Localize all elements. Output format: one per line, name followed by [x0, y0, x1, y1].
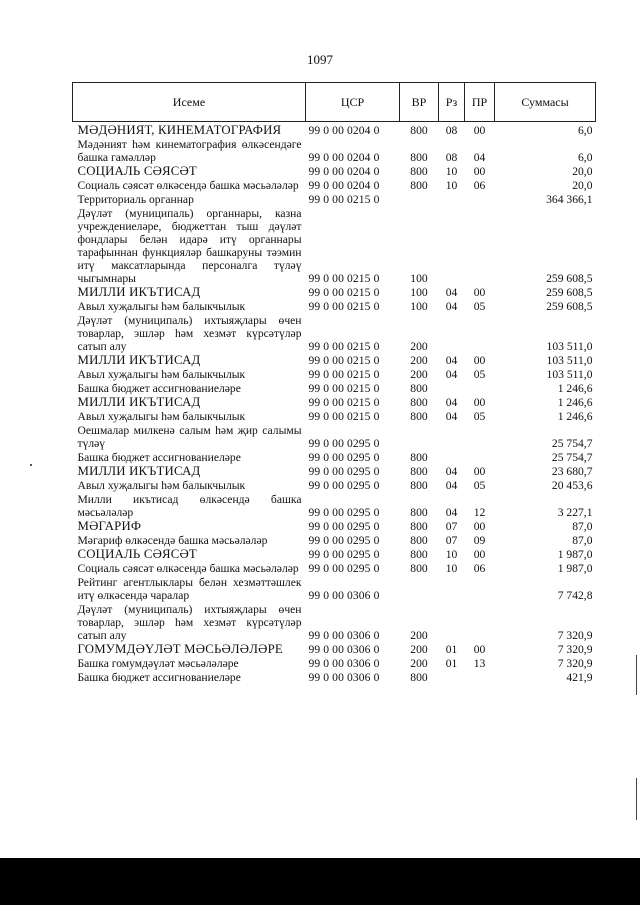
row-vr: 800: [410, 382, 428, 395]
row-amount: 7 742,8: [557, 589, 593, 602]
row-rz: [439, 450, 465, 464]
row-amount: 1 246,6: [557, 396, 593, 409]
header-vr: ВР: [400, 83, 439, 122]
row-csr: 99 0 00 0215 0: [308, 340, 380, 353]
row-csr: 99 0 00 0215 0: [308, 286, 380, 299]
row-csr: 99 0 00 0295 0: [308, 437, 380, 450]
row-pr: 00: [473, 643, 486, 656]
row-pr: 00: [473, 548, 486, 561]
row-rz: 04: [445, 479, 458, 492]
row-pr: 04: [473, 151, 486, 164]
page-number: 1097: [307, 52, 333, 67]
row-rz: 10: [445, 562, 458, 575]
row-pr: [465, 423, 495, 450]
row-vr: 200: [410, 354, 428, 367]
row-pr: 00: [473, 520, 486, 533]
table-row: [73, 547, 596, 561]
row-pr: 09: [473, 534, 486, 547]
row-vr: 200: [410, 368, 428, 381]
table-row: [73, 478, 596, 492]
row-csr: 99 0 00 0295 0: [308, 451, 380, 464]
row-vr: 800: [410, 520, 428, 533]
row-amount: 364 366,1: [546, 193, 593, 206]
row-rz: 01: [445, 643, 458, 656]
row-name: МИЛЛИ ИКЪТИСАД: [77, 285, 201, 299]
row-pr: 00: [473, 165, 486, 178]
row-name: Авыл хуҗалыгы һәм балыкчылык: [77, 479, 246, 492]
row-pr: 00: [473, 465, 486, 478]
table-row: [73, 642, 596, 656]
row-name: Башка гомумдәүләт мәсьәләләре: [77, 657, 239, 670]
row-vr: [400, 423, 439, 450]
table-row: [73, 561, 596, 575]
row-rz: [439, 313, 465, 353]
row-csr: 99 0 00 0215 0: [308, 368, 380, 381]
row-vr: 800: [410, 396, 428, 409]
row-csr: 99 0 00 0295 0: [308, 506, 380, 519]
row-amount: 6,0: [578, 124, 593, 137]
row-name: Дәүләт (муниципаль) ихтыяҗлары өчен товарлар, эшләр һәм хезмәт күрсәтүләр сатып алу: [77, 603, 302, 642]
row-csr: 99 0 00 0215 0: [308, 396, 380, 409]
row-vr: 200: [410, 643, 428, 656]
row-rz: 04: [445, 465, 458, 478]
row-amount: 3 227,1: [557, 506, 593, 519]
row-name: Милли икътисад өлкәсендә башка мәсьәләләр: [77, 493, 302, 519]
row-vr: 100: [410, 286, 428, 299]
table-row: [73, 602, 596, 642]
row-vr: 200: [410, 657, 428, 670]
row-vr: [400, 192, 439, 206]
table-row: [73, 409, 596, 423]
row-pr: 12: [473, 506, 486, 519]
row-amount: 7 320,9: [557, 629, 593, 642]
row-vr: 800: [410, 548, 428, 561]
row-csr: 99 0 00 0215 0: [308, 410, 380, 423]
row-csr: 99 0 00 0295 0: [308, 479, 380, 492]
row-rz: 01: [445, 657, 458, 670]
row-csr: 99 0 00 0204 0: [308, 124, 380, 137]
row-rz: 08: [445, 124, 458, 137]
row-amount: 103 511,0: [546, 354, 593, 367]
row-rz: 04: [445, 410, 458, 423]
row-amount: 87,0: [572, 534, 593, 547]
row-amount: 259 608,5: [546, 272, 593, 285]
row-rz: [439, 602, 465, 642]
row-rz: 04: [445, 300, 458, 313]
row-amount: 7 320,9: [557, 643, 593, 656]
row-amount: 20,0: [572, 179, 593, 192]
row-rz: 07: [445, 534, 458, 547]
row-pr: [465, 381, 495, 395]
row-name: Башка бюджет ассигнованиеләре: [77, 671, 241, 684]
row-pr: [465, 313, 495, 353]
header-amount: Суммасы: [495, 83, 596, 122]
table-row: [73, 122, 596, 138]
row-vr: 200: [410, 340, 428, 353]
row-name: Оешмалар милкенә салым һәм җир салымы түләү: [77, 424, 302, 450]
row-vr: 800: [410, 506, 428, 519]
row-vr: 800: [410, 179, 428, 192]
header-csr: ЦСР: [306, 83, 400, 122]
row-rz: 04: [445, 368, 458, 381]
row-rz: 07: [445, 520, 458, 533]
row-pr: 05: [473, 300, 486, 313]
table-row: [73, 299, 596, 313]
table-row: [73, 367, 596, 381]
row-csr: 99 0 00 0215 0: [308, 272, 380, 285]
row-rz: 04: [445, 354, 458, 367]
row-amount: 20,0: [572, 165, 593, 178]
row-amount: 259 608,5: [546, 300, 593, 313]
table-row: [73, 313, 596, 353]
row-rz: 08: [445, 151, 458, 164]
row-pr: 05: [473, 368, 486, 381]
header-name: Исеме: [73, 83, 306, 122]
row-csr: 99 0 00 0295 0: [308, 548, 380, 561]
row-vr: 800: [410, 479, 428, 492]
table-row: [73, 575, 596, 602]
row-vr: 100: [410, 272, 428, 285]
row-name: СОЦИАЛЬ СӘЯСӘТ: [77, 164, 197, 178]
table-row: [73, 670, 596, 684]
row-pr: [465, 602, 495, 642]
table-row: [73, 137, 596, 164]
row-pr: 05: [473, 479, 486, 492]
row-csr: 99 0 00 0295 0: [308, 465, 380, 478]
row-name: Социаль сәясәт өлкәсендә башка мәсьәләләр: [77, 562, 299, 575]
row-name: Авыл хуҗалыгы һәм балыкчылык: [77, 368, 246, 381]
row-amount: 23 680,7: [551, 465, 593, 478]
row-name: ГОМУМДӘҮЛӘТ МӘСЬӘЛӘЛӘРЕ: [77, 642, 283, 656]
table-row: [73, 464, 596, 478]
table-row: [73, 192, 596, 206]
row-vr: 800: [410, 124, 428, 137]
row-csr: 99 0 00 0306 0: [308, 643, 380, 656]
row-csr: 99 0 00 0204 0: [308, 151, 380, 164]
table-row: [73, 164, 596, 178]
row-pr: [465, 206, 495, 285]
row-pr: 06: [473, 562, 486, 575]
row-amount: 259 608,5: [546, 286, 593, 299]
table-row: [73, 395, 596, 409]
row-amount: 421,9: [566, 671, 593, 684]
row-name: СОЦИАЛЬ СӘЯСӘТ: [77, 547, 197, 561]
row-csr: 99 0 00 0306 0: [308, 629, 380, 642]
budget-table: [72, 82, 596, 684]
table-row: [73, 450, 596, 464]
row-name: МИЛЛИ ИКЪТИСАД: [77, 395, 201, 409]
table-row: [73, 656, 596, 670]
row-rz: 04: [445, 506, 458, 519]
row-rz: 04: [445, 286, 458, 299]
row-rz: [439, 670, 465, 684]
row-amount: 1 246,6: [557, 382, 593, 395]
row-name: Авыл хуҗалыгы һәм балыкчылык: [77, 300, 246, 313]
row-vr: 800: [410, 465, 428, 478]
row-amount: 1 987,0: [557, 562, 593, 575]
row-pr: [465, 670, 495, 684]
row-amount: 87,0: [572, 520, 593, 533]
row-name: Авыл хуҗалыгы һәм балыкчылык: [77, 410, 246, 423]
row-name: Дәүләт (муниципаль) ихтыяҗлары өчен товарлар, эшләр һәм хезмәт күрсәтүләр сатып алу: [77, 314, 302, 353]
row-amount: 1 246,6: [557, 410, 593, 423]
row-pr: 00: [473, 286, 486, 299]
row-csr: 99 0 00 0295 0: [308, 520, 380, 533]
table-row: [73, 178, 596, 192]
row-csr: 99 0 00 0306 0: [308, 657, 380, 670]
row-name: Башка бюджет ассигнованиеләре: [77, 382, 241, 395]
row-pr: [465, 450, 495, 464]
table-row: [73, 353, 596, 367]
row-vr: 800: [410, 534, 428, 547]
row-amount: 25 754,7: [551, 437, 593, 450]
row-vr: 800: [410, 562, 428, 575]
row-rz: [439, 381, 465, 395]
row-rz: [439, 423, 465, 450]
row-csr: 99 0 00 0306 0: [308, 589, 380, 602]
row-name: Дәүләт (муниципаль) органнары, казна учреждениеләре, бюджеттан тыш дәүләт фондлары белән идарә итү органнары тарафыннан функцияләр башкаруны тәэмин итү максатларында персоналга түләү чыгымнары: [77, 207, 302, 285]
row-rz: 10: [445, 179, 458, 192]
row-amount: 7 320,9: [557, 657, 593, 670]
table-row: [73, 519, 596, 533]
table-body: [73, 122, 596, 685]
row-amount: 1 987,0: [557, 548, 593, 561]
header-rz: Рз: [439, 83, 465, 122]
table-row: [73, 533, 596, 547]
row-name: МӘГАРИФ: [77, 519, 142, 533]
row-name: Территориаль органнар: [77, 193, 194, 206]
table-row: [73, 423, 596, 450]
table-row: [73, 381, 596, 395]
row-vr: 800: [410, 410, 428, 423]
margin-mark: [636, 778, 637, 820]
row-name: МИЛЛИ ИКЪТИСАД: [77, 353, 201, 367]
row-csr: 99 0 00 0295 0: [308, 562, 380, 575]
row-vr: 200: [410, 629, 428, 642]
row-name: Мәгариф өлкәсендә башка мәсьәләләр: [77, 534, 268, 547]
row-csr: 99 0 00 0204 0: [308, 165, 380, 178]
row-rz: [439, 206, 465, 285]
row-vr: 800: [410, 451, 428, 464]
row-pr: 00: [473, 396, 486, 409]
row-pr: [465, 192, 495, 206]
row-pr: 00: [473, 354, 486, 367]
row-csr: 99 0 00 0215 0: [308, 300, 380, 313]
row-name: МИЛЛИ ИКЪТИСАД: [77, 464, 201, 478]
row-csr: 99 0 00 0215 0: [308, 382, 380, 395]
row-csr: 99 0 00 0306 0: [308, 671, 380, 684]
row-vr: 100: [410, 300, 428, 313]
row-amount: 103 511,0: [546, 368, 593, 381]
header-pr: ПР: [465, 83, 495, 122]
row-rz: 04: [445, 396, 458, 409]
row-pr: [465, 575, 495, 602]
row-rz: 10: [445, 165, 458, 178]
row-pr: 05: [473, 410, 486, 423]
row-csr: 99 0 00 0215 0: [308, 354, 380, 367]
row-pr: 00: [473, 124, 486, 137]
row-pr: 13: [473, 657, 486, 670]
row-vr: 800: [410, 671, 428, 684]
table-header-row: [73, 83, 596, 122]
row-pr: 06: [473, 179, 486, 192]
row-name: Рейтинг агентлыклары белән хезмәттәшлек итү өлкәсендә чаралар: [77, 576, 302, 602]
row-amount: 6,0: [578, 151, 593, 164]
row-vr: [400, 575, 439, 602]
scan-border: [0, 858, 640, 905]
row-csr: 99 0 00 0204 0: [308, 179, 380, 192]
row-name: Социаль сәясәт өлкәсендә башка мәсьәләләр: [77, 179, 299, 192]
row-vr: 800: [410, 165, 428, 178]
row-amount: 20 453,6: [551, 479, 593, 492]
row-csr: 99 0 00 0295 0: [308, 534, 380, 547]
row-name: Мәдәният һәм кинематография өлкәсендәге башка гамәлләр: [77, 138, 302, 164]
margin-mark: [636, 655, 637, 695]
row-rz: [439, 575, 465, 602]
margin-mark: [30, 464, 32, 466]
table-row: [73, 206, 596, 285]
row-csr: 99 0 00 0215 0: [308, 193, 380, 206]
row-amount: 25 754,7: [551, 451, 593, 464]
row-name: МӘДӘНИЯТ, КИНЕМАТОГРАФИЯ: [77, 123, 282, 137]
table-row: [73, 285, 596, 299]
row-name: Башка бюджет ассигнованиеләре: [77, 451, 241, 464]
table-row: [73, 492, 596, 519]
row-vr: 800: [410, 151, 428, 164]
row-amount: 103 511,0: [546, 340, 593, 353]
row-rz: [439, 192, 465, 206]
row-rz: 10: [445, 548, 458, 561]
